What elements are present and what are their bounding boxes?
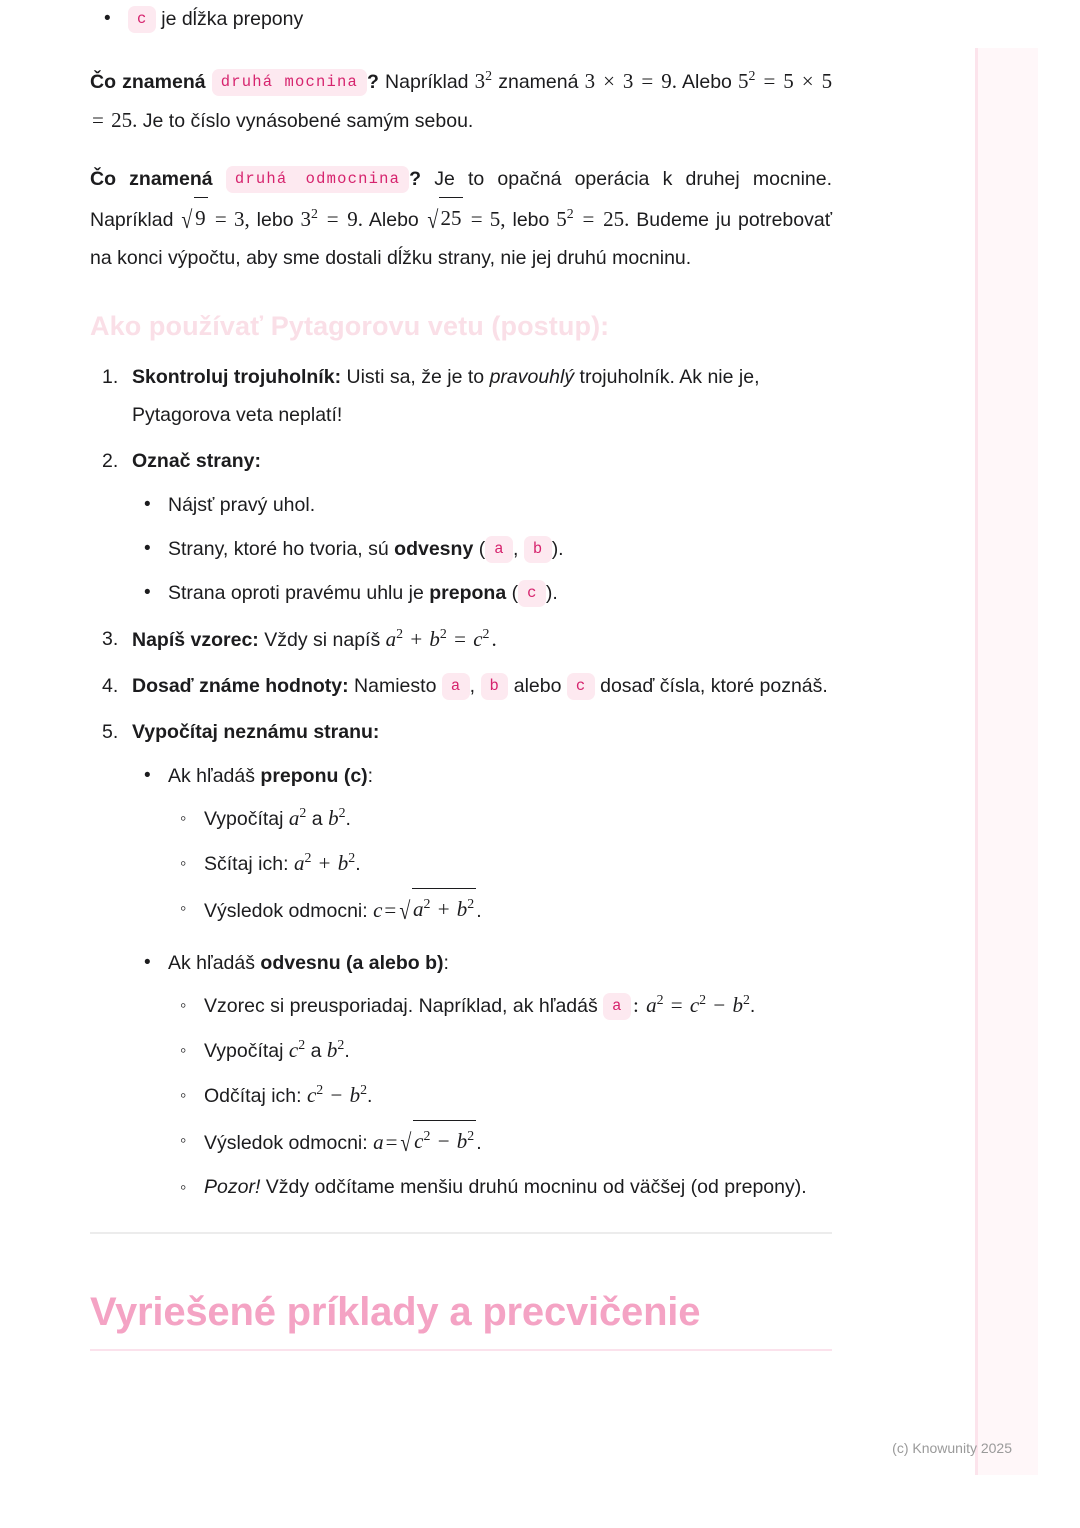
- math-b-squared: $b^2$: [328, 805, 346, 830]
- paragraph-lead: Čo znamená: [90, 168, 213, 190]
- branch-1-items: [168, 986, 832, 1206]
- paren-open: (: [478, 538, 486, 560]
- paragraph-text-1: Napríklad: [385, 71, 469, 93]
- math-a2-plus-b2: $a^2 + b^2$: [293, 850, 356, 875]
- math-a-squared: $a^2$: [288, 805, 307, 830]
- paragraph-text-5: Budeme ju potrebovať na konci výpočtu, aby sme dostali dĺžku strany, nie jej druhú mocninu.: [90, 209, 833, 269]
- code-chip-a: a: [603, 993, 631, 1020]
- code-chip-c: c: [567, 673, 595, 700]
- warning-text: Vždy odčítame menšiu druhú mocninu od väčšej (od prepony).: [265, 1176, 807, 1198]
- item-period: .: [476, 1132, 482, 1154]
- paragraph-square-root: [90, 160, 832, 277]
- step-item-2: [90, 442, 832, 612]
- sub-bold: odvesny: [394, 538, 474, 560]
- item-text-before: Odčítaj ich:: [204, 1085, 302, 1107]
- list-item: [168, 889, 832, 930]
- steps-list: [90, 358, 832, 1206]
- item-text-before: Vzorec si preusporiadaj. Napríklad, ak hľadáš: [204, 995, 598, 1017]
- code-chip-c: c: [518, 580, 546, 607]
- step-title: Skontroluj trojuholník:: [132, 366, 342, 388]
- list-item: [132, 944, 832, 1206]
- step-title: Dosaď známe hodnoty:: [132, 675, 349, 697]
- step-title: Vypočítaj neznámu stranu:: [132, 721, 380, 743]
- paren-open: (: [511, 582, 519, 604]
- item-text-before: Vypočítaj: [204, 1040, 284, 1062]
- page-title: Vyriešené príklady a precvičenie: [90, 1290, 701, 1334]
- comma: ,: [469, 675, 476, 697]
- math-5-squared-eq-25: $5^2 = 25$.: [556, 206, 630, 231]
- paren-close: ).: [551, 538, 564, 560]
- list-item: [168, 1121, 832, 1162]
- divider-grey: [90, 1232, 832, 1234]
- math-c-squared: $c^2$: [288, 1037, 306, 1062]
- step-text-after: trojuholník. Ak nie je, Pytagorova veta neplatí!: [132, 366, 760, 426]
- item-period: .: [345, 808, 351, 830]
- step-item-1: [90, 358, 832, 434]
- step-item-5: [90, 713, 832, 1206]
- branch-lead: Ak hľadáš: [168, 765, 255, 787]
- list-item: [168, 986, 832, 1025]
- branch-bold: preponu (c): [260, 765, 368, 787]
- branch-lead: Ak hľadáš: [168, 952, 255, 974]
- intro-bullet-text: je dĺžka prepony: [161, 8, 304, 30]
- item-mid: a: [310, 1040, 322, 1062]
- section-heading: Ako používať Pytagorovu vetu (postup):: [90, 311, 610, 341]
- sub-text: Nájsť pravý uhol.: [168, 494, 316, 516]
- code-chip-druha-mocnina: druhá mocnina: [212, 69, 367, 96]
- branch-0-items: [168, 799, 832, 930]
- item-text-before: Sčítaj ich:: [204, 853, 289, 875]
- warning-italic: Pozor!: [204, 1176, 261, 1198]
- intro-bullet-list: [90, 0, 832, 38]
- list-item: [168, 1076, 832, 1115]
- list-item: [132, 486, 832, 524]
- step-italic-word: pravouhlý: [489, 366, 575, 388]
- math-c-eq-sqrt-a2-b2: c= √ $a^2 + b^2$: [373, 889, 476, 929]
- math-a2-eq-c2-minus-b2: : $a^2 = c^2 - b^2$: [632, 992, 750, 1017]
- math-sqrt-9: √ 9 = 3,: [180, 198, 249, 238]
- code-chip-c: c: [128, 6, 156, 33]
- code-chip-b: b: [524, 536, 552, 563]
- math-3-squared-eq-9: $3^2 = 9$.: [300, 206, 364, 231]
- math-a-eq-sqrt-c2-b2: a= √ $c^2 - b^2$: [373, 1121, 476, 1161]
- step-text-before: Vždy si napíš: [264, 629, 381, 651]
- math-b-squared: $b^2$: [326, 1037, 345, 1062]
- step-5-sublist: [132, 757, 832, 1206]
- step-mid-text: alebo: [513, 675, 562, 697]
- step-item-3: [90, 620, 832, 659]
- sub-bold: prepona: [429, 582, 507, 604]
- paragraph-text-2: znamená: [498, 71, 579, 93]
- math-5-squared: $5^2 = 5 \times 5 = 25$.: [92, 68, 833, 132]
- item-text-before: Výsledok odmocni:: [204, 900, 368, 922]
- step-2-sublist: [132, 486, 832, 612]
- math-pythagoras-formula: $a^2 + b^2 = c^2$.: [385, 626, 497, 651]
- sub-text-before: Strana oproti pravému uhlu je: [168, 582, 424, 604]
- list-item: [168, 844, 832, 883]
- list-item: [168, 1168, 832, 1206]
- paragraph-text-4: lebo: [512, 209, 550, 231]
- item-period: .: [749, 995, 756, 1017]
- item-period: .: [355, 853, 361, 875]
- step-text-before: Namiesto: [354, 675, 437, 697]
- paragraph-text-3: Alebo: [368, 209, 419, 231]
- branch-bold: odvesnu (a alebo b): [260, 952, 444, 974]
- list-item: [132, 757, 832, 930]
- footer-copyright: (c) Knowunity 2025: [892, 1440, 1012, 1456]
- item-period: .: [344, 1040, 350, 1062]
- paragraph-square: [90, 62, 832, 140]
- paragraph-question-mark: ?: [366, 71, 379, 93]
- list-item: [168, 1031, 832, 1070]
- step-title: Označ strany:: [132, 450, 261, 472]
- code-chip-a: a: [485, 536, 513, 563]
- item-period: .: [476, 900, 482, 922]
- math-3-squared: $3^2$: [474, 68, 493, 93]
- item-period: .: [367, 1085, 373, 1107]
- list-item: [132, 574, 832, 612]
- math-sqrt-25: √ 25 = 5,: [426, 198, 506, 238]
- paragraph-text-3: Alebo: [682, 71, 732, 93]
- list-item: [132, 530, 832, 568]
- code-chip-druha-odmocnina: druhá odmocnina: [226, 166, 409, 193]
- divider-pink: [90, 1349, 832, 1351]
- step-item-4: [90, 667, 832, 705]
- paragraph-text-2: lebo: [256, 209, 294, 231]
- item-mid: a: [311, 808, 323, 830]
- item-text-before: Výsledok odmocni:: [204, 1132, 368, 1154]
- list-item: [168, 799, 832, 838]
- item-text-before: Vypočítaj: [204, 808, 284, 830]
- math-c2-minus-b2: $c^2 - b^2$: [306, 1082, 368, 1107]
- step-text-before: Uisti sa, že je to: [346, 366, 485, 388]
- code-chip-b: b: [481, 673, 509, 700]
- paragraph-lead: Čo znamená: [90, 71, 206, 93]
- paren-close: ).: [545, 582, 558, 604]
- comma: ,: [513, 538, 519, 560]
- code-chip-a: a: [442, 673, 470, 700]
- math-3x3: 3 × 3 = 9.: [584, 69, 677, 93]
- document-content: [90, 0, 832, 1351]
- step-title: Napíš vzorec:: [132, 629, 259, 651]
- paragraph-text-1: Je to opačná operácia k druhej mocnine. Napríklad: [90, 168, 833, 231]
- paragraph-text-4: Je to číslo vynásobené samým sebou.: [142, 110, 474, 132]
- step-text-after: dosaď čísla, ktoré poznáš.: [600, 675, 828, 697]
- branch-colon: :: [443, 952, 449, 974]
- branch-colon: :: [367, 765, 374, 787]
- paragraph-question-mark: ?: [409, 168, 422, 190]
- list-item: [90, 0, 832, 38]
- sub-text-before: Strany, ktoré ho tvoria, sú: [168, 538, 389, 560]
